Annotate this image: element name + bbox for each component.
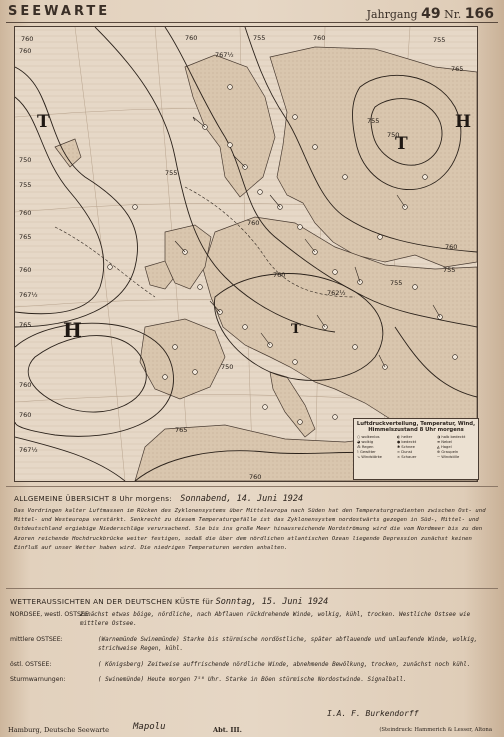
legend-item: ◐ heiter (397, 435, 413, 439)
legend-item: ✱ Schnee (397, 445, 415, 449)
isobar-label: 762½ (327, 289, 346, 297)
isobar-label: 755 (165, 169, 178, 177)
map-drawing (15, 27, 477, 481)
isobar-label: 760 (21, 35, 34, 43)
weather-map (14, 26, 478, 482)
legend-item: ● bedeckt (397, 440, 417, 444)
forecast-row-label: Sturmwarnungen: (10, 675, 66, 683)
isobar-label: 760 (273, 271, 286, 279)
forecast-row-mittlere-ostsee (10, 636, 495, 653)
isobar-label: 760 (19, 209, 32, 217)
signature: I.A. F. Burkendorff (327, 709, 419, 718)
volume-label: Jahrgang (366, 8, 418, 21)
forecast-row-label: mittlere OSTSEE: (10, 636, 63, 643)
legend-item: ∼ Windstille (437, 455, 460, 459)
isobar-label: 755 (443, 266, 456, 274)
issue-info (367, 6, 494, 22)
high-center-northeast: H (455, 112, 472, 132)
legend-item: ∞ Dunst (397, 450, 413, 454)
isobar-label: 755 (253, 34, 266, 42)
isobar-label: 767½ (19, 446, 38, 454)
legend-item: ◑ halb bedeckt (437, 435, 466, 439)
isobar-label: 755 (390, 279, 403, 287)
isobar-label: 760 (19, 411, 32, 419)
isobar-label: 765 (19, 321, 32, 329)
low-center-northeast: T (395, 134, 408, 154)
isobar-label: 765 (19, 233, 32, 241)
legend-item: ⌇ Gewitter (357, 450, 376, 454)
legend-item: × Schauer (397, 455, 417, 459)
map-legend (353, 418, 479, 480)
isobar-label: 760 (249, 473, 262, 481)
legend-item: ◭ Hagel (437, 445, 452, 449)
footer-signature: Mapolu (133, 722, 166, 732)
isobar-label: 767½ (215, 51, 234, 59)
legend-item: ○ wolkenlos (357, 435, 380, 439)
footer (0, 722, 504, 737)
footer-publisher: Hamburg, Deutsche Seewarte (8, 726, 109, 734)
isobar-label: 760 (445, 243, 458, 251)
overview-text: Das Vordringen kalter Luftmassen im Rücken des Zyklonensystems über Mitteleuropa nach Süden hat den Temperaturgradienten zwischen Ost- und Mittel- und Westeuropa verstärkt. Senkrecht zu diesem Temperaturgefälle ist das Zyklonensystem nordostwärts gezogen in Süd-, Mittel- und Ostdeutschland ergiebige Niederschläge verursachend. Sie bis ins große Meer hinausreichende Nordströmung wird die vom Nordmeer bis zu den Azoren reichende Hochdruckbrücke weiter festigen, sodaß die über dem nördlichen atlantischen Ozean liegende Depression zunächst keinen Einfluß auf unser Wetter haben wird. Die niedrigen Temperaturen werden anhalten. (14, 508, 486, 551)
legend-title: Luftdruckverteilung, Temperatur, Wind, Himmelszustand 8 Uhr morgens (356, 421, 476, 433)
overview-date: Sonnabend, 14. Juni 1924 (180, 494, 304, 504)
isobar-label: 760 (19, 381, 32, 389)
forecast-heading (10, 597, 495, 607)
high-center-atlantic: H (63, 318, 82, 342)
issue-number: 166 (464, 6, 494, 22)
forecast-row-nordsee (10, 611, 495, 628)
isobar-label: 750 (221, 363, 234, 371)
legend-item: ◕ wolkig (357, 440, 374, 444)
forecast-row-text: (Warnemünde Swinemünde) Starke bis stürmische nordöstliche, später abflauende und umlaufende Winde, wolkig, strichweise Regen, kühl. (98, 637, 478, 652)
publication-title: SEEWARTE (8, 4, 111, 19)
legend-item: ≡ Nebel (437, 440, 452, 444)
isobar-label: 755 (367, 117, 380, 125)
isobar-label: 760 (313, 34, 326, 42)
forecast-date: Sonntag, 15. Juni 1924 (215, 597, 329, 607)
forecast-label: WETTERAUSSICHTEN AN DER DEUTSCHEN KÜSTE für (10, 597, 214, 606)
legend-items (354, 433, 478, 462)
number-label: Nr. (444, 8, 462, 21)
header-divider (6, 22, 498, 23)
legend-item: ⁂ Regen (357, 445, 374, 449)
isobar-label: 760 (19, 266, 32, 274)
isobar-label: 760 (185, 34, 198, 42)
isobar-label: 755 (19, 181, 32, 189)
low-center-central: T (291, 322, 301, 337)
section-divider (6, 486, 498, 487)
isobar-label: 760 (247, 219, 260, 227)
volume-number: 49 (421, 6, 441, 22)
forecast-row-sturmwarnungen (10, 676, 495, 685)
coastal-forecast (10, 597, 495, 684)
general-overview (14, 494, 492, 553)
forecast-row-text: Zunächst etwas böige, nördliche, nach Abflauen rückdrehende Winde, wolkig, kühl, trocken. Westliche Ostsee wie mittlere Ostsee. (80, 612, 471, 627)
forecast-row-oestl-ostsee (10, 661, 495, 670)
isobar-label: 750 (387, 131, 400, 139)
footer-printer: (Steindruck: Hammerich & Lesser, Altona (379, 727, 492, 733)
forecast-row-text: ( Swinemünde) Heute morgen 7⁵⁰ Uhr. Starke in Böen stürmische Nordostwinde. Signalball. (98, 676, 407, 683)
isobar-label: 765 (175, 426, 188, 434)
isobar-label: 750 (19, 156, 32, 164)
overview-label: ALLGEMEINE ÜBERSICHT 8 Uhr morgens: (14, 494, 172, 503)
legend-item: ⊕ Graupeln (437, 450, 459, 454)
legend-item: ↘ Windstärke (357, 455, 382, 459)
overview-heading (14, 494, 492, 504)
footer-department: Abt. III. (213, 726, 242, 734)
section-divider (6, 588, 498, 589)
low-center-west: T (37, 112, 50, 132)
forecast-row-text: ( Königsberg) Zeitweise auffrischende nördliche Winde, abnehmende Bewölkung, trocken, zunächst noch kühl. (98, 662, 471, 668)
forecast-row-label: NORDSEE, westl. OSTSEE (10, 611, 89, 618)
isobar-label: 767½ (19, 291, 38, 299)
isobar-label: 765 (451, 65, 464, 73)
forecast-row-label: östl. OSTSEE: (10, 661, 52, 668)
isobar-label: 755 (433, 36, 446, 44)
isobar-label: 760 (19, 47, 32, 55)
